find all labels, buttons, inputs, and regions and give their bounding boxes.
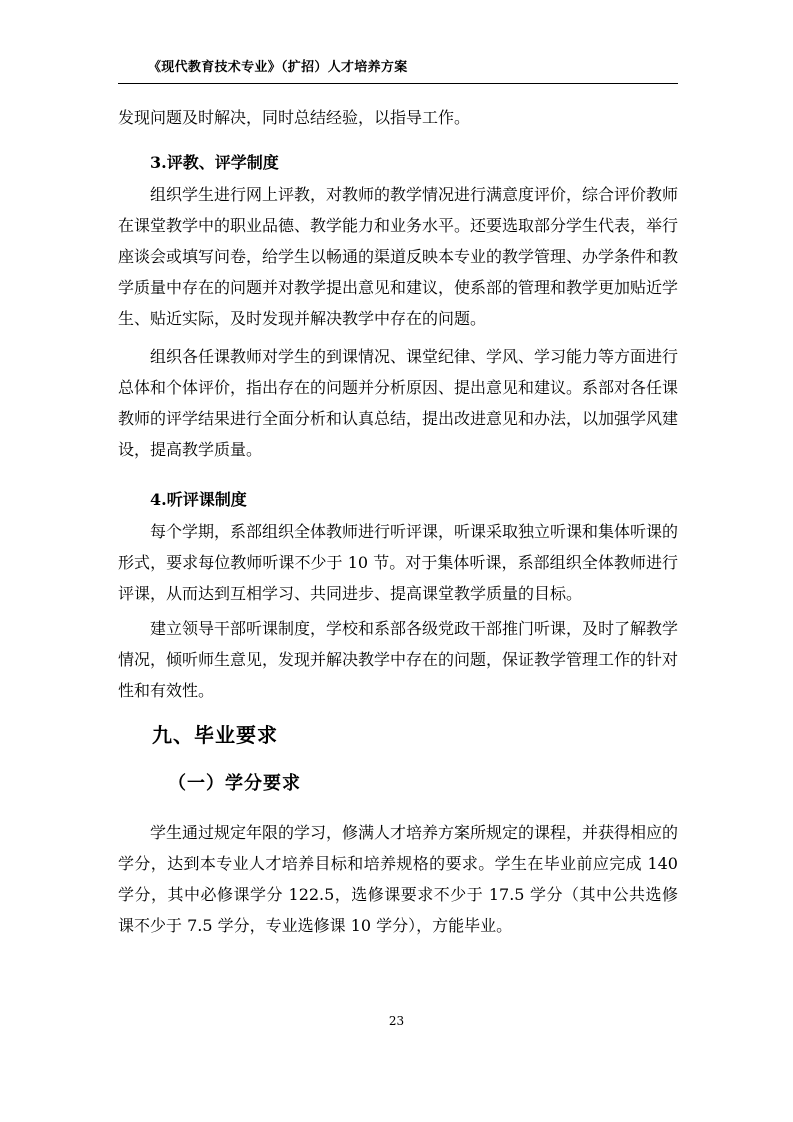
continuation-paragraph: 发现问题及时解决，同时总结经验，以指导工作。: [118, 108, 471, 127]
lecture-listening-heading: 4.听评课制度: [150, 490, 247, 509]
page-number: 23: [388, 1014, 405, 1028]
section-9-heading: 九、毕业要求: [152, 723, 278, 747]
evaluation-system-heading: 3.评教、评学制度: [150, 153, 279, 172]
evaluation-paragraph-1: 组织学生进行网上评教，对教师的教学情况进行满意度评价，综合评价教师在课堂教学中的职业品德、教学能力和业务水平。还要选取部分学生代表，举行座谈会或填写问卷，给学生以畅通的渠道反映本专业的教学管理、办学条件和教学质量中存在的问题并对教学提出意见和建议，使系部的管理和教学更加贴近学生、贴近实际，及时发现并解决教学中存在的问题。: [118, 185, 679, 328]
credit-requirements-heading: （一）学分要求: [168, 773, 301, 794]
page-header: [118, 56, 678, 80]
credit-requirements-paragraph: 学生通过规定年限的学习，修满人才培养方案所规定的课程，并获得相应的学分，达到本专业人才培养目标和培养规格的要求。学生在毕业前应完成 140 学分，其中必修课学分 122.5，选修课要求不少于 17.5 学分（其中公共选修课不少于 7.5 学分，专业选修课 10 学分），方能毕业。: [118, 823, 679, 935]
evaluation-paragraph-2: 组织各任课教师对学生的到课情况、课堂纪律、学风、学习能力等方面进行总体和个体评价，指出存在的问题并分析原因、提出意见和建议。系部对各任课教师的评学结果进行全面分析和认真总结，提出改进意见和办法，以加强学风建设，提高教学质量。: [118, 347, 679, 459]
lecture-listening-paragraph-2: 建立领导干部听课制度，学校和系部各级党政干部推门听课，及时了解教学情况，倾听师生意见，发现并解决教学中存在的问题，保证教学管理工作的针对性和有效性。: [118, 619, 679, 700]
lecture-listening-paragraph-1: 每个学期，系部组织全体教师进行听评课，听课采取独立听课和集体听课的形式，要求每位教师听课不少于 10 节。对于集体听课，系部组织全体教师进行评课，从而达到互相学习、共同进步、提高课堂教学质量的目标。: [118, 522, 679, 603]
header-title: 《现代教育技术专业》（扩招）人才培养方案: [148, 60, 408, 75]
header-rule: [118, 83, 678, 84]
